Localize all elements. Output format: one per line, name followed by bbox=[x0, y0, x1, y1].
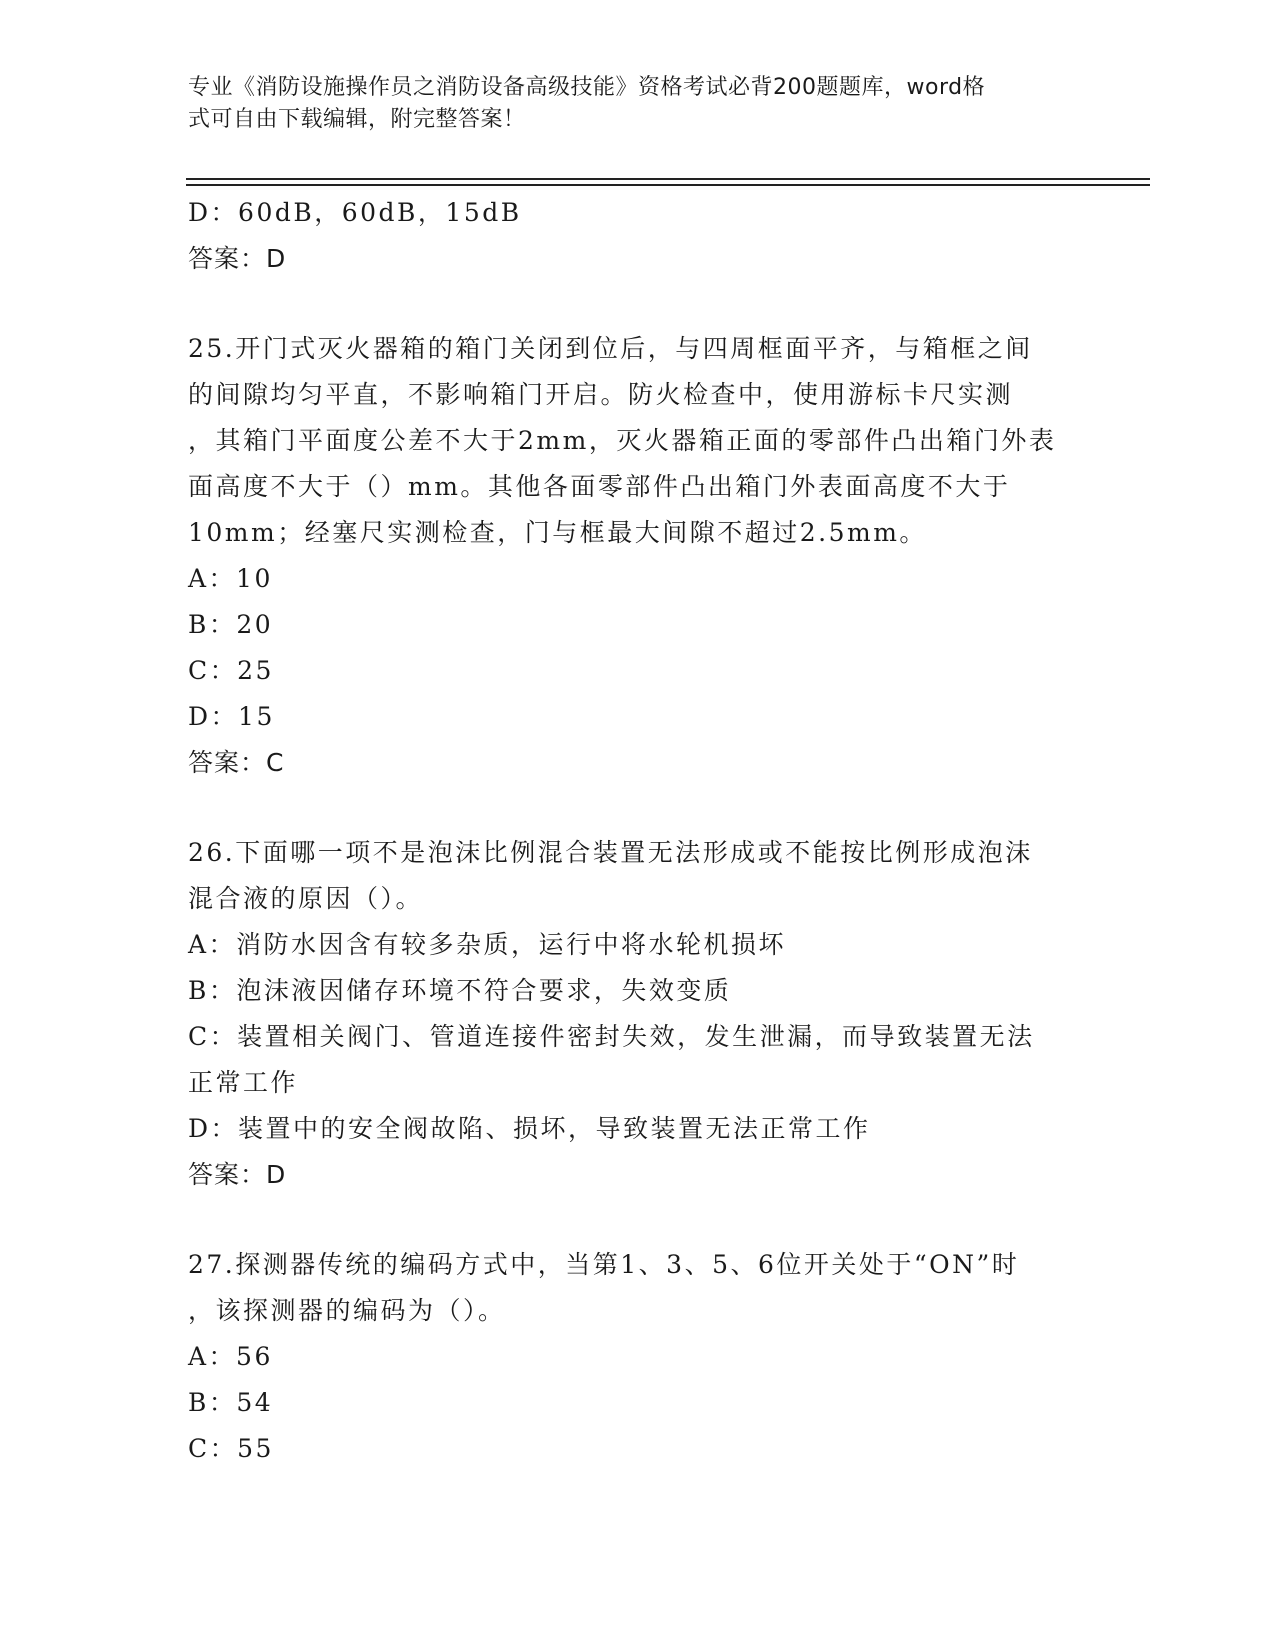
question-stem-line: 26.下面哪一项不是泡沫比例混合装置无法形成或不能按比例形成泡沫 bbox=[188, 838, 1033, 867]
option-b: B：54 bbox=[188, 1388, 274, 1417]
option-c: C：装置相关阀门、管道连接件密封失效，发生泄漏，而导致装置无法 bbox=[188, 1022, 1035, 1051]
question-26 bbox=[188, 830, 1088, 1198]
question-stem-line: ，其箱门平面度公差不大于2mm，灭火器箱正面的零部件凸出箱门外表 bbox=[188, 426, 1057, 455]
question-stem-line: 面高度不大于（）mm。其他各面零部件凸出箱门外表面高度不大于 bbox=[188, 472, 1011, 501]
header-line-2: 式可自由下载编辑，附完整答案！ bbox=[188, 107, 526, 132]
question-stem-line: 10mm；经塞尺实测检查，门与框最大间隙不超过2.5mm。 bbox=[188, 518, 927, 547]
option-c: C：25 bbox=[188, 656, 274, 685]
option-b: B：20 bbox=[188, 610, 274, 639]
option-a: A：56 bbox=[188, 1342, 273, 1371]
option-c-continued: 正常工作 bbox=[188, 1068, 299, 1097]
answer-line: 答案：D bbox=[188, 1160, 287, 1189]
document-header bbox=[188, 72, 1068, 136]
question-stem-line: 混合液的原因（）。 bbox=[188, 884, 424, 913]
question-list bbox=[188, 190, 1088, 1472]
option-c: C：55 bbox=[188, 1434, 274, 1463]
option-d: D：15 bbox=[188, 702, 275, 731]
option-d: D：60dB，60dB，15dB bbox=[188, 198, 522, 227]
option-d: D：装置中的安全阀故陷、损坏，导致装置无法正常工作 bbox=[188, 1114, 871, 1143]
question-25 bbox=[188, 326, 1088, 786]
header-divider-top bbox=[186, 178, 1150, 180]
question-stem-line: 的间隙均匀平直，不影响箱门开启。防火检查中，使用游标卡尺实测 bbox=[188, 380, 1014, 409]
question-27 bbox=[188, 1242, 1088, 1472]
header-line-1: 专业《消防设施操作员之消防设备高级技能》资格考试必背200题题库，word格 bbox=[188, 75, 986, 100]
question-stem-line: 25.开门式灭火器箱的箱门关闭到位后，与四周框面平齐，与箱框之间 bbox=[188, 334, 1033, 363]
option-a: A：消防水因含有较多杂质，运行中将水轮机损坏 bbox=[188, 930, 787, 959]
question-stem-line: 27.探测器传统的编码方式中，当第1、3、5、6位开关处于“ON”时 bbox=[188, 1250, 1020, 1279]
answer-line: 答案：C bbox=[188, 748, 285, 777]
answer-line: 答案：D bbox=[188, 244, 287, 273]
option-a: A：10 bbox=[188, 564, 273, 593]
question-stem-line: ，该探测器的编码为（）。 bbox=[188, 1296, 506, 1325]
question-24-tail bbox=[188, 190, 1088, 282]
option-b: B：泡沫液因储存环境不符合要求，失效变质 bbox=[188, 976, 732, 1005]
header-divider-bottom bbox=[186, 184, 1150, 186]
